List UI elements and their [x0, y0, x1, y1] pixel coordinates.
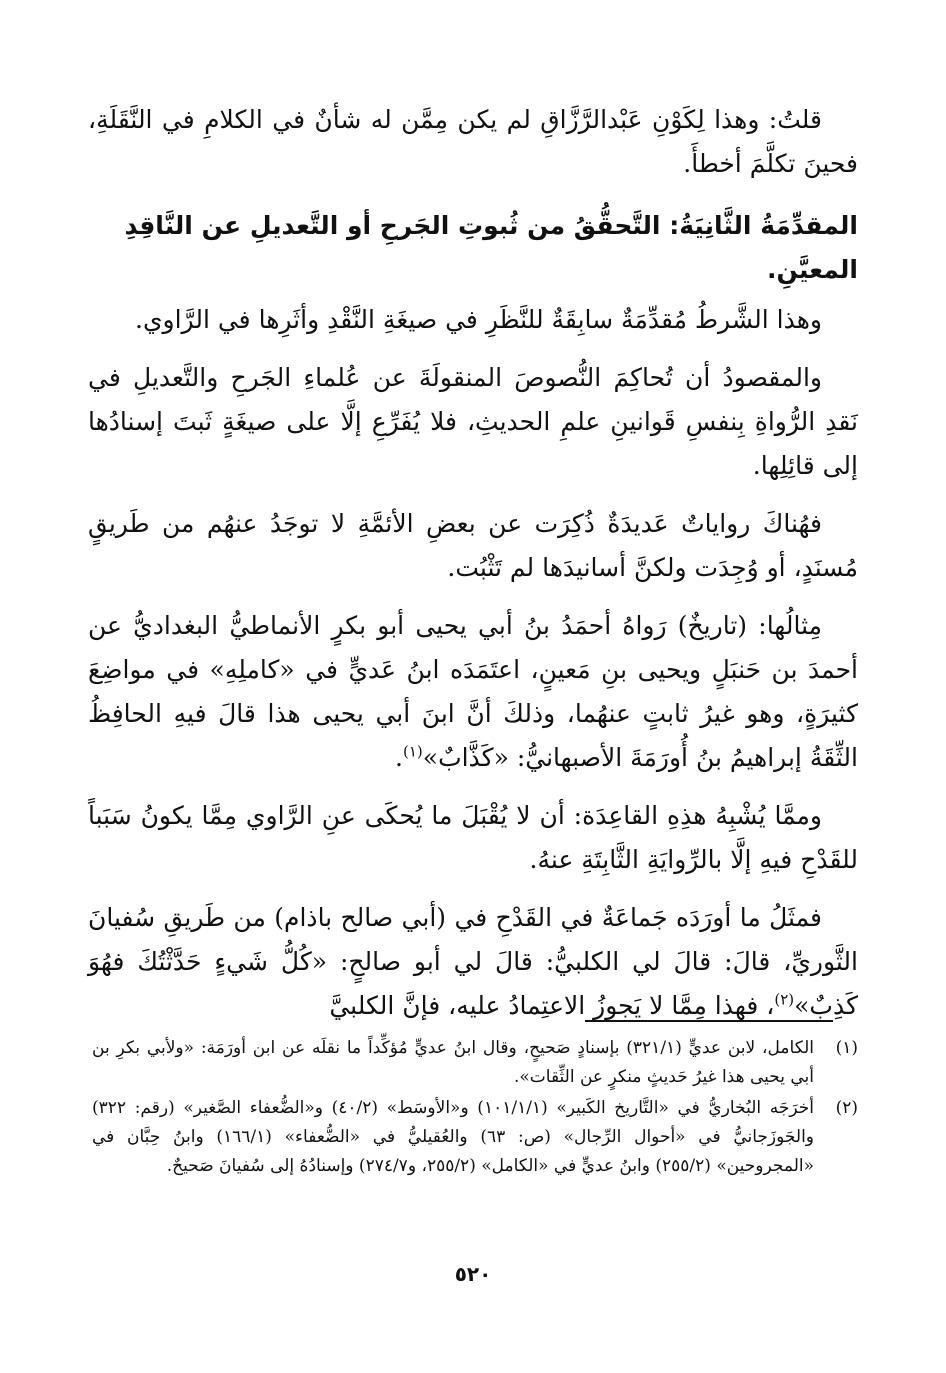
footnote-number: (٢)	[835, 1098, 858, 1118]
paragraph-6: وممَّا يُشْبِهُ هذِهِ القاعِدَة: أن لا يُقْبَلَ ما يُحكَى عنِ الرَّاوي مِمَّا يكونُ سَبَباً للقَدْحِ فيهِ إلَّا بالرِّوايَةِ الثَّابِتَةِ عنهُ.	[88, 801, 858, 874]
footnote-2	[92, 1094, 858, 1181]
footnotes	[92, 1034, 858, 1183]
footnote-1	[92, 1034, 858, 1092]
page-number: ٥٢٠	[454, 1262, 492, 1286]
footnote-text: أخرَجَه البُخاريُّ في «التَّاريخ الكَبير» (١٠١/١/١) و«الأوسَط» (٤٠/٢) و«الضُّعفاء الصَّغير» (رقم: ٣٢٢) والجَوزَجانيُّ في «أحوال الرِّجال» (ص: ٦٣) والعُقيليُّ في «الضُّعفاء» (١٦٦/١) وابنُ حِبَّان في «المجروحين» (٢٥٥/٢) وابنُ عديٍّ في «الكامل» (٢٥٥/٢، و٢٧٤/٧) وإسنادُهُ إلى سُفيانَ صَحيحٌ.	[92, 1098, 814, 1176]
paragraph-5-text: مِثالُها: (تاريخٌ) رَواهُ أحمَدُ بنُ أبي يحيى أبو بكرٍ الأنماطيُّ البغداديُّ عن أحمدَ بن حَنبَلٍ ويحيى بنِ مَعينٍ، اعتَمَدَه ابنُ عَديٍّ في «كاملِهِ» في مواضِعَ كثيرَةٍ، وهو غيرُ ثابتٍ عنهُما، وذلكَ أنَّ ابنَ أبي يحيى هذا قالَ فيهِ الحافِظُ الثِّقَةُ إبراهيمُ بنُ أُورَمَةَ الأصبهانيُّ: «كَذَّابٌ»	[88, 611, 858, 772]
paragraph-4: فهُناكَ رواياتٌ عَديدَةٌ ذُكِرَت عن بعضِ الأئمَّةِ لا توجَدُ عنهُم من طَريقٍ مُسنَدٍ، أو وُجِدَت ولكنَّ أسانيدَها لم تَثْبُت.	[88, 509, 858, 582]
section-heading: المقدِّمَةُ الثَّانِيَةُ: التَّحقُّقُ من ثُبوتِ الجَرحِ أو التَّعديلِ عن النَّاقِدِ المعيَّنِ.	[124, 211, 858, 284]
paragraph-2: وهذا الشَّرطُ مُقدِّمَةٌ سابِقَةٌ للنَّظَرِ في صيغَةِ النَّقْدِ وأثَرِها في الرَّاوي.	[135, 305, 822, 334]
paragraph-7-text: فمثَلُ ما أورَدَه جَماعَةٌ في القَدْحِ في (أبي صالح باذام) من طَريقِ سُفيانَ الثَّوريِّ، قالَ: قالَ لي الكلبيُّ: قالَ لي أبو صالحٍ: «كُلُّ شَيءٍ حَدَّثْتُكَ فهُوَ كَذِبٌ»	[88, 903, 858, 1020]
main-text	[88, 98, 858, 1042]
paragraph-5-end: .	[395, 743, 403, 772]
paragraph-3: والمقصودُ أن تُحاكِمَ النُّصوصَ المنقولَةَ عن عُلماءِ الجَرحِ والتَّعديلِ في نَقدِ الرُّواةِ بِنفسِ قَوانينِ علمِ الحديثِ، فلا يُفَرِّعِ إلَّا على صيغَةٍ ثَبتَ إسنادُها إلى قائِلِها.	[88, 363, 858, 480]
paragraph-7	[88, 896, 858, 1028]
paragraph-7-end: ، فهذا مِمَّا لا يَجوزُ الاعتِمادُ عليه، فإنَّ الكلبيَّ	[329, 991, 775, 1020]
footnote-divider	[585, 1020, 833, 1022]
paragraph-1: قلتُ: وهذا لِكَوْنِ عَبْدالرَّزَّاقِ لم يكن مِمَّن له شأنٌ في الكلامِ في النَّقَلَةِ، فحينَ تكلَّمَ أخطأَ.	[88, 105, 858, 178]
paragraph-5	[88, 604, 858, 780]
footnote-text: الكامل، لابن عديٍّ (٣٢١/١) بإسنادٍ صَحيحٍ، وقال ابنُ عديٍّ مُؤكِّداً ما نقلَه عن ابن أورَمَة: «ولأبي بكرِ بن أبي يحيى هذا غيرُ حَديثٍ منكرٍ عن الثِّقات».	[92, 1038, 815, 1087]
footnote-ref-2[interactable]: (٢)	[774, 990, 795, 1009]
footnote-number: (١)	[835, 1038, 858, 1058]
footnote-ref-1[interactable]: (١)	[403, 742, 423, 761]
